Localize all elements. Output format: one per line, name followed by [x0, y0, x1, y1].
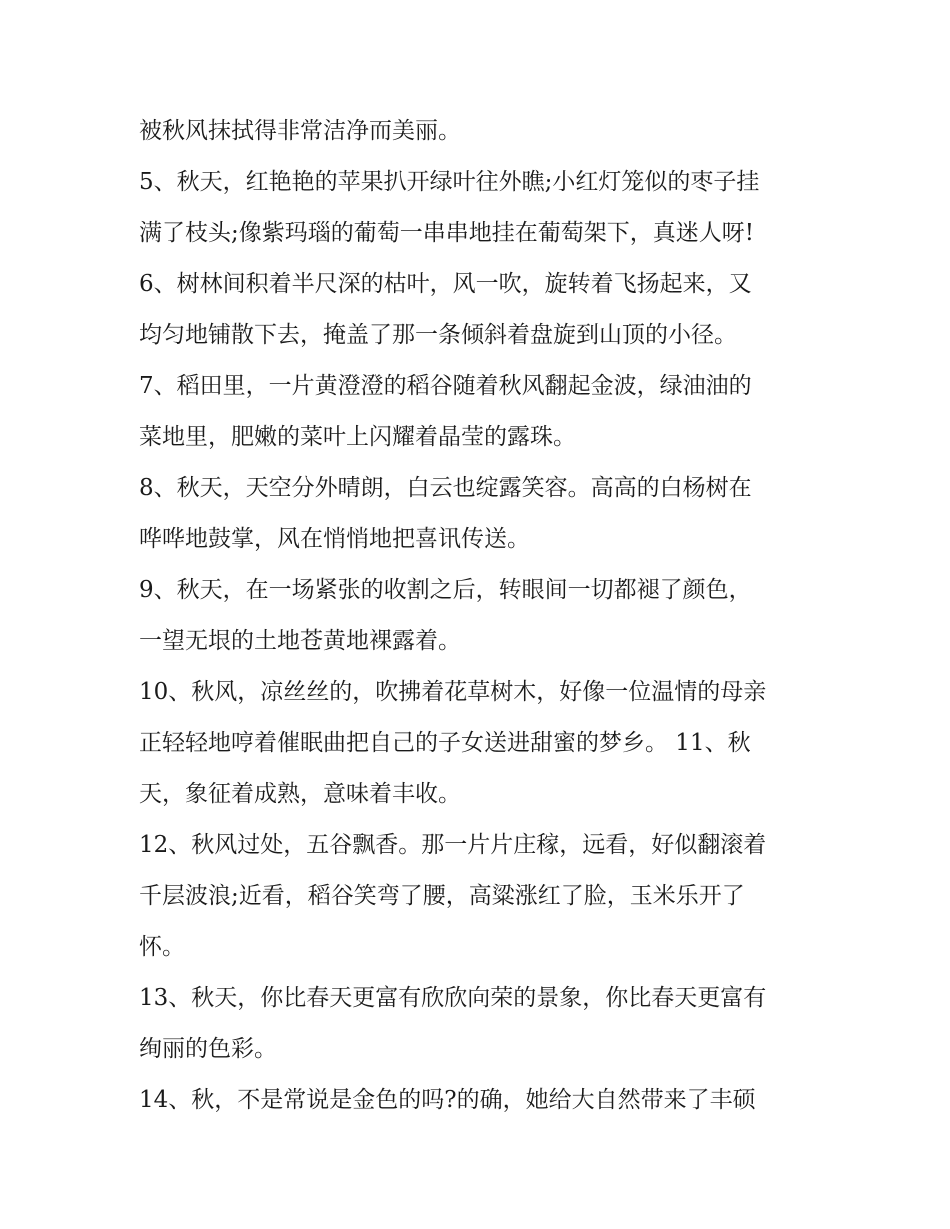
- text-line: 千层波浪;近看，稻谷笑弯了腰，高粱涨红了脸，玉米乐开了: [139, 883, 745, 909]
- text-line: 14、秋，不是常说是金色的吗?的确，她给大自然带来了丰硕: [139, 1087, 756, 1113]
- text-line: 正轻轻地哼着催眠曲把自己的子女送进甜蜜的梦乡。 11、秋: [139, 730, 751, 756]
- text-line: 怀。: [139, 934, 185, 960]
- text-line: 9、秋天，在一场紧张的收割之后，转眼间一切都褪了颜色，: [139, 577, 752, 603]
- text-line: 10、秋风，凉丝丝的，吹拂着花草树木，好像一位温情的母亲: [139, 679, 767, 705]
- text-line: 13、秋天，你比春天更富有欣欣向荣的景象，你比春天更富有: [139, 985, 767, 1011]
- text-line: 8、秋天，天空分外晴朗，白云也绽露笑容。高高的白杨树在: [139, 475, 752, 501]
- document-body: [139, 106, 819, 1126]
- text-line: 绚丽的色彩。: [139, 1036, 277, 1062]
- text-line: 5、秋天，红艳艳的苹果扒开绿叶往外瞧;小红灯笼似的枣子挂: [139, 169, 760, 195]
- text-line: 6、树林间积着半尺深的枯叶，风一吹，旋转着飞扬起来，又: [139, 271, 752, 297]
- text-line: 满了枝头;像紫玛瑙的葡萄一串串地挂在葡萄架下，真迷人呀!: [139, 220, 754, 246]
- text-line: 12、秋风过处，五谷飘香。那一片片庄稼，远看，好似翻滚着: [139, 832, 767, 858]
- text-line: 7、稻田里，一片黄澄澄的稻谷随着秋风翻起金波，绿油油的: [139, 373, 752, 399]
- text-line: 一望无垠的土地苍黄地裸露着。: [139, 628, 461, 654]
- text-line: 均匀地铺散下去，掩盖了那一条倾斜着盘旋到山顶的小径。: [139, 322, 737, 348]
- text-line: 被秋风抹拭得非常洁净而美丽。: [139, 118, 461, 144]
- text-line: 菜地里，肥嫩的菜叶上闪耀着晶莹的露珠。: [139, 424, 576, 450]
- text-line: 天，象征着成熟，意味着丰收。: [139, 781, 461, 807]
- text-line: 哗哗地鼓掌，风在悄悄地把喜讯传送。: [139, 526, 530, 552]
